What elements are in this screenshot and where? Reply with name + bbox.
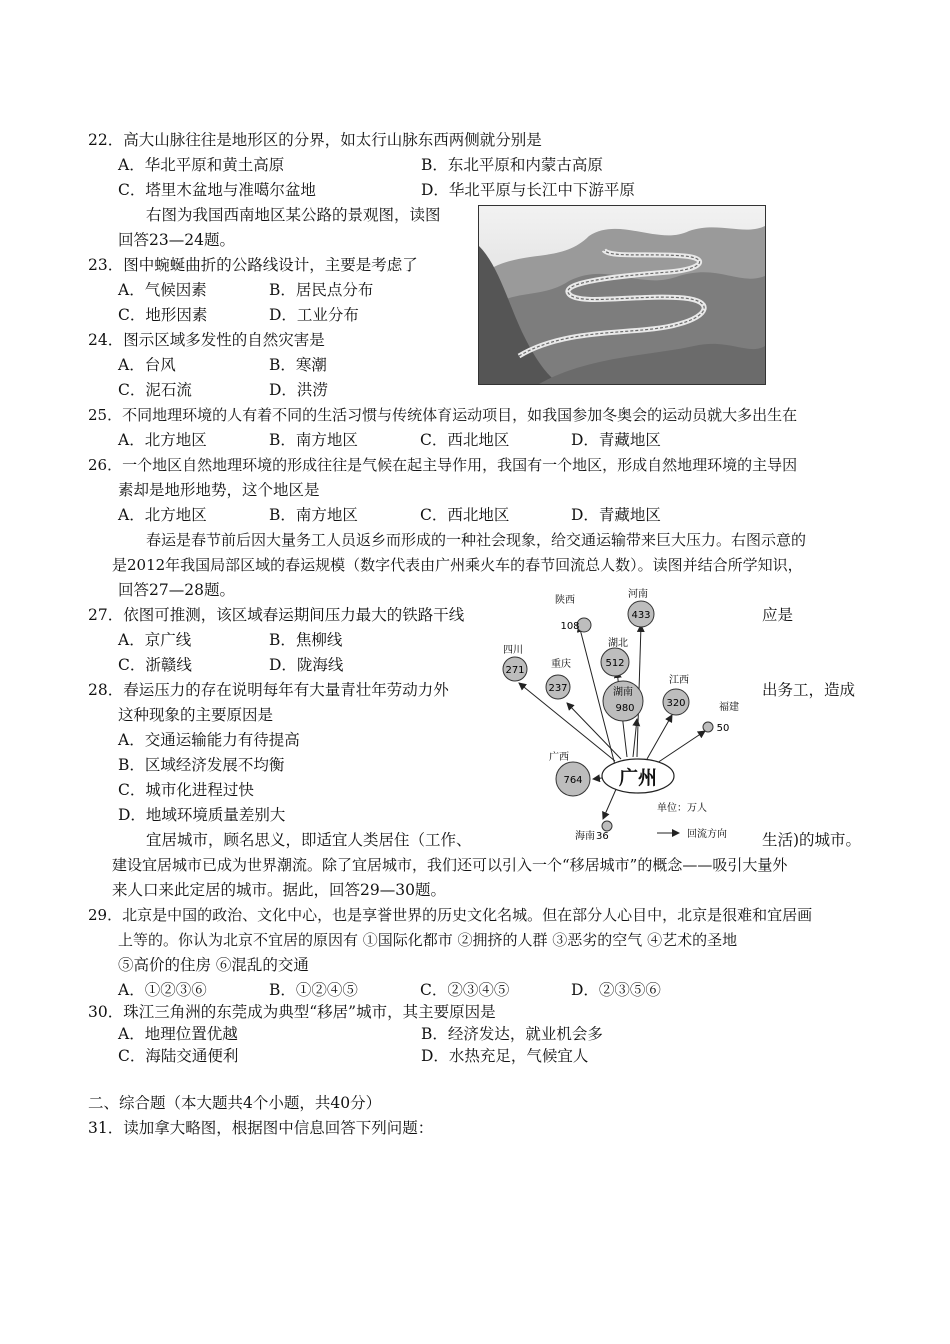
node-name-shaanxi: 陕西 — [555, 595, 575, 606]
node-hubei — [601, 636, 629, 676]
q28-stem-part2: 出务工，造成 — [762, 681, 856, 699]
q26-option-d: D．青藏地区 — [571, 506, 661, 524]
q26-stem-line2: 素却是地形地势，这个地区是 — [118, 481, 320, 499]
node-name-jiangxi: 江西 — [669, 675, 689, 686]
node-sichuan — [503, 644, 527, 681]
q26-option-c: C．西北地区 — [420, 506, 510, 524]
q31-stem: 31．读加拿大略图，根据图中信息回答下列问题： — [88, 1119, 434, 1137]
node-name-hubei: 湖北 — [608, 638, 628, 649]
node-name-chongqing: 重庆 — [551, 659, 571, 670]
node-guangxi — [549, 750, 590, 796]
q23-option-a: A．气候因素 — [118, 281, 207, 299]
intro-27-28-line3: 回答27—28题。 — [118, 581, 235, 599]
q25-option-b: B．南方地区 — [269, 431, 358, 449]
q24-option-d: D．洪涝 — [269, 381, 328, 399]
q27-stem-part2: 应是 — [762, 606, 794, 624]
q23-stem: 23．图中蜿蜒曲折的公路线设计，主要是考虑了 — [88, 256, 418, 274]
q30-option-a: A．地理位置优越 — [118, 1025, 238, 1043]
section2-heading: 二、综合题（本大题共4个小题，共40分） — [88, 1094, 382, 1112]
guangzhou-label: 广州 — [618, 767, 658, 789]
node-name-hunan: 湖南 — [613, 687, 633, 698]
intro-27-28-line1: 春运是春节前后因大量务工人员返乡而形成的一种社会现象，给交通运输带来巨大压力。右图示意的 — [146, 531, 807, 549]
node-name-guangxi: 广西 — [549, 752, 569, 763]
q28-option-b: B．区域经济发展不均衡 — [118, 756, 285, 774]
node-name-hainan: 海南 — [575, 831, 595, 842]
q26-option-a: A．北方地区 — [118, 506, 207, 524]
q29-option-d: D．②③⑤⑥ — [571, 981, 661, 999]
q23-option-d: D．工业分布 — [269, 306, 359, 324]
node-henan — [628, 587, 654, 627]
node-name-sichuan: 四川 — [503, 645, 523, 656]
q29-stem-line3: ⑤高价的住房 ⑥混乱的交通 — [118, 956, 309, 974]
node-jiangxi — [663, 674, 689, 715]
q29-stem-line1: 29．北京是中国的政治、文化中心，也是享誉世界的历史文化名城。但在部分人心目中，北京是很难和宜居画 — [88, 906, 813, 924]
q27-option-a: A．京广线 — [118, 631, 192, 649]
q29-option-c: C．②③④⑤ — [420, 981, 510, 999]
q26-option-b: B．南方地区 — [269, 506, 358, 524]
q24-stem: 24．图示区域多发性的自然灾害是 — [88, 331, 325, 349]
q23-option-b: B．居民点分布 — [269, 281, 374, 299]
node-value-hubei: 512 — [605, 658, 625, 669]
node-value-hunan: 980 — [615, 703, 635, 714]
intro-29-30-line1-part2: 生活)的城市。 — [762, 831, 862, 849]
q28-option-d: D．地域环境质量差别大 — [118, 806, 286, 824]
q25-option-d: D．青藏地区 — [571, 431, 661, 449]
q30-stem: 30．珠江三角洲的东莞成为典型“移居”城市，其主要原因是 — [88, 1003, 496, 1021]
node-hainan — [575, 821, 612, 842]
mountain-road-illustration — [479, 206, 765, 384]
q27-stem-part1: 27．依图可推测，该区域春运期间压力最大的铁路干线 — [88, 606, 465, 624]
q22-option-c: C．塔里木盆地与准噶尔盆地 — [118, 181, 316, 199]
q30-option-b: B．经济发达，就业机会多 — [421, 1025, 603, 1043]
node-value-hainan: 36 — [596, 831, 609, 842]
arrow-jiangxi — [647, 715, 672, 759]
intro-23-24-line1: 右图为我国西南地区某公路的景观图，读图 — [146, 206, 441, 224]
node-name-henan: 河南 — [628, 589, 648, 600]
node-value-shaanxi: 108 — [560, 621, 580, 632]
node-shaanxi — [555, 593, 591, 632]
q22-stem: 22．高大山脉往往是地形区的分界，如太行山脉东西两侧就分别是 — [88, 131, 542, 149]
q29-option-b: B．①②④⑤ — [269, 981, 358, 999]
q27-option-c: C．浙赣线 — [118, 656, 192, 674]
mountain-road-photo — [478, 205, 766, 385]
q29-stem-line2: 上等的。你认为北京不宜居的原因有 ①国际化都市 ②拥挤的人群 ③恶劣的空气 ④艺术的圣地 — [118, 931, 738, 949]
q27-option-b: B．焦柳线 — [269, 631, 343, 649]
intro-27-28-line2: 是2012年我国局部区域的春运规模（数字代表由广州乘火车的春节回流总人数）。读图并结合所学知识， — [112, 556, 803, 574]
spring-festival-flow-map — [497, 583, 747, 845]
legend-label: 回流方向 — [687, 829, 727, 840]
q22-option-d: D．华北平原与长江中下游平原 — [421, 181, 635, 199]
node-value-fujian: 50 — [716, 723, 730, 734]
q26-stem-line1: 26．一个地区自然地理环境的形成往往是气候在起主导作用，我国有一个地区，形成自然地理环境的主导因 — [88, 456, 798, 474]
node-hunan — [603, 681, 643, 721]
q25-option-c: C．西北地区 — [420, 431, 510, 449]
q30-option-c: C．海陆交通便利 — [118, 1047, 239, 1065]
q28-option-a: A．交通运输能力有待提高 — [118, 731, 300, 749]
q25-option-a: A．北方地区 — [118, 431, 207, 449]
intro-29-30-line2: 建设宜居城市已成为世界潮流。除了宜居城市，我们还可以引入一个“移居城市”的概念——吸引大量外 — [112, 856, 788, 874]
node-value-chongqing: 237 — [548, 683, 568, 694]
arrow-hunan — [633, 719, 637, 757]
q29-option-a: A．①②③⑥ — [118, 981, 207, 999]
q28-stem-line2: 这种现象的主要原因是 — [118, 706, 274, 724]
unit-label: 单位：万人 — [657, 803, 707, 814]
node-name-fujian: 福建 — [719, 702, 739, 713]
q25-stem: 25．不同地理环境的人有着不同的生活习惯与传统体育运动项目，如我国参加冬奥会的运动员就大多出生在 — [88, 406, 798, 424]
node-chongqing — [546, 657, 571, 699]
node-value-henan: 433 — [631, 610, 651, 621]
node-value-jiangxi: 320 — [666, 698, 686, 709]
intro-29-30-line1-part1: 宜居城市，顾名思义，即适宜人类居住（工作、 — [146, 831, 472, 849]
q30-option-d: D．水热充足，气候宜人 — [421, 1047, 589, 1065]
node-fujian — [703, 700, 739, 734]
node-value-guangxi: 764 — [563, 775, 583, 786]
q24-option-c: C．泥石流 — [118, 381, 192, 399]
q22-option-a: A．华北平原和黄土高原 — [118, 156, 285, 174]
q27-option-d: D．陇海线 — [269, 656, 344, 674]
intro-23-24-line2: 回答23—24题。 — [118, 231, 235, 249]
intro-29-30-line3: 来人口来此定居的城市。据此，回答29—30题。 — [112, 881, 446, 899]
q24-option-a: A．台风 — [118, 356, 176, 374]
q28-stem-part1: 28．春运压力的存在说明每年有大量青壮年劳动力外 — [88, 681, 449, 699]
q22-option-b: B．东北平原和内蒙古高原 — [421, 156, 603, 174]
q28-option-c: C．城市化进程过快 — [118, 781, 254, 799]
node-value-sichuan: 271 — [505, 665, 525, 676]
arrow-fujian — [657, 731, 705, 763]
arrow-hainan — [603, 787, 617, 819]
q24-option-b: B．寒潮 — [269, 356, 327, 374]
q23-option-c: C．地形因素 — [118, 306, 208, 324]
